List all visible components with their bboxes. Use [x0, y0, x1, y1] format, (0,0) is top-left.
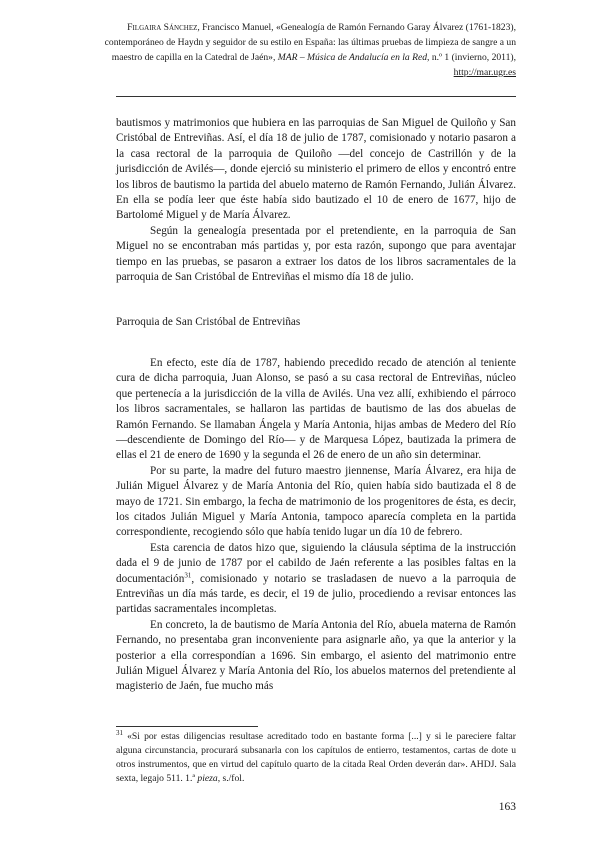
footnote-italic: pieza	[197, 773, 218, 784]
paragraph-6: En concreto, la de bautismo de María Antonia del Río, abuela materna de Ramón Fernando, no presentaba gran inconveniente para asignarle año, ya que la anterior y la posterior a ella correspondían a 1696. Sin embargo, el asiento del matrimonio entre Julián Miguel Álvarez y María Antonia del Río, los abuelos maternos del pretendiente al magisterio de Jaén, fue mucho más	[116, 618, 516, 693]
page-number: 163	[498, 801, 516, 813]
header-link[interactable]: http://mar.ugr.es	[453, 67, 516, 78]
paragraph-4: Por su parte, la madre del futuro maestro jiennense, María Álvarez, era hija de Julián Miguel Álvarez y de María Antonia del Río, quien había sido bautizada el 8 de mayo de 1721. Sin embargo, la fecha de matrimonio de los progenitores de ésta, es decir, los citados Julián Miguel y María Antonia, tampoco aparecía completa en la partida correspondiente, recogiendo sólo que había tenido lugar un día 10 de febrero.	[116, 464, 516, 539]
header-author: Filgaira Sánchez	[127, 22, 198, 33]
footnote-number: 31	[116, 728, 123, 737]
paragraph-3: En efecto, este día de 1787, habiendo precedido recado de atención al teniente cura de dicha parroquia, Juan Alonso, se pasó a su casa rectoral de Entreviñas, núcleo que pertenecía a la jurisdicción de la villa de Avilés. Una vez allí, exhibiendo el párroco los libros sacramentales, se hallaron las partidas de bautismo de las dos abuelas de Ramón Fernando. Se llamaban Ángela y María Antonia, hijas ambas de Medero del Río —descendiente de Domingo del Río— y de Marquesa López, bautizada la primera de ellas el 21 de enero de 1690 y la segunda el 26 de enero de un año sin determinar.	[116, 356, 516, 462]
paragraph-5-text-b: , comisionado y notario se trasladasen de nuevo a la parroquia de Entreviñas un día más tarde, es decir, el 19 de julio, procediendo a revisar entonces las partidas sacramentales incompletas.	[116, 572, 516, 616]
paragraph-1: bautismos y matrimonios que hubiera en las parroquias de San Miguel de Quiloño y San Cristóbal de Entreviñas. Así, el día 18 de julio de 1787, comisionado y notario pasaron a la casa rectoral de la parroquia de Quiloño —del concejo de Castrillón y de la jurisdicción de Avilés—, donde ejerció su ministerio el primero de ellos y encontró entre los libros de bautismo la partida del abuelo materno de Ramón Fernando, Julián Álvarez. En ella se podía leer que éste había sido bautizado el 10 de enero de 1677, hijo de Bartolomé Miguel y de María Álvarez.	[116, 117, 516, 222]
header-citation: , Francisco Manuel, «Genealogía de Ramón Fernando Garay Álvarez (1761-1823), contemporáneo de Haydn y seguidor de su estilo en España: las últimas pruebas de limpieza de sangre a un maestro de capilla en la Catedral de Jaén»,	[104, 22, 516, 63]
footnote	[116, 730, 516, 786]
running-header	[92, 20, 516, 80]
header-journal: MAR – Música de Andalucía en la Red	[277, 52, 428, 63]
footnote-text-a: «Si por estas diligencias resultase acreditado todo en bastante forma [...] y si le pareciere faltar alguna circunstancia, procurará subsanarla con los capítulos de entierro, testamentos, cartas de dote u otros instrumentos, que en virtud del capítulo quarto de la citada Real Orden deverán dar». AHDJ. Sala sexta, legajo 511. 1.ª	[116, 731, 516, 784]
body-text	[116, 116, 516, 695]
paragraph-2: Según la genealogía presentada por el pretendiente, en la parroquia de San Miguel no se encontraban más partidas y, por esta razón, supongo que para aventajar tiempo en las pruebas, se pasaron a extraer los datos de los libros sacramentales de la parroquia de San Cristóbal de Entreviñas el mismo día 18 de julio.	[116, 224, 516, 284]
footnote-reference[interactable]: 31	[184, 570, 192, 579]
header-rule	[116, 96, 516, 97]
section-heading: Parroquia de San Cristóbal de Entreviñas	[116, 316, 301, 329]
footnote-rule	[116, 726, 258, 727]
header-issue: , n.º 1 (invierno, 2011),	[427, 52, 516, 63]
footnote-text-b: , s./fol.	[217, 773, 245, 784]
paragraph-5	[116, 541, 516, 618]
paragraph-5-text-a: Esta carencia de datos hizo que, siguiendo la cláusula séptima de la instrucción dada el 9 de junio de 1787 por el cabildo de Jaén referente a las posibles faltas en la documentación	[116, 541, 516, 585]
